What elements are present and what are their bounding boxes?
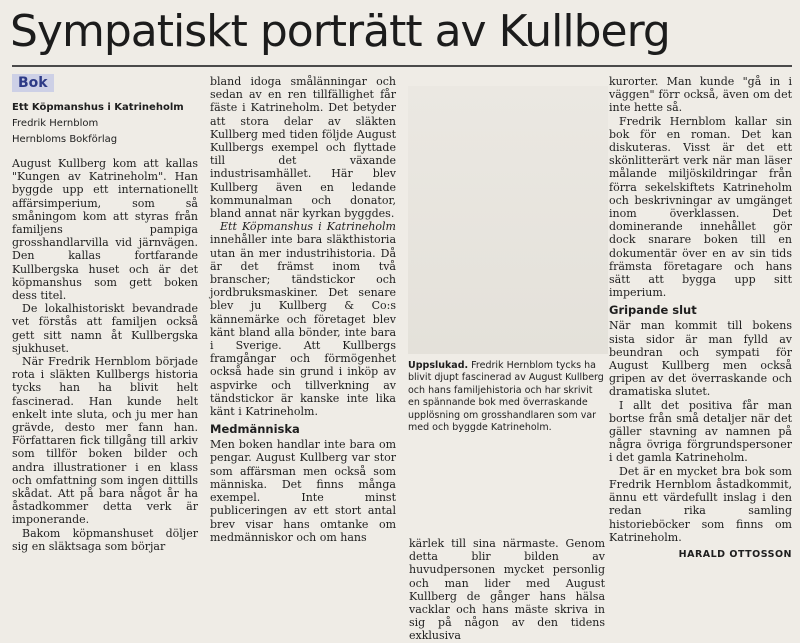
col1-paragraph: Bakom köpmanshuset döljer sig en släktsaga som börjar bbox=[12, 526, 198, 553]
subhead-gripande-slut: Gripande slut bbox=[609, 303, 697, 318]
photo-caption bbox=[408, 360, 606, 434]
col2-paragraph-text: innehåller inte bara släkthistoria utan än mer industrihistoria. Då är det främst inom två branscher; tändstickor och jordbruksmaskiner. Det senare blev ju Kullberg & Co:s kännemärke och företaget blev känt bland alla bönder, inte bara i Sverige. Att Kullbergs framgångar och förmögenhet också hade sin grund i inköp av aspvirke och tillverkning av tändstickor är kanske inte lika känt i Katrineholm. bbox=[210, 233, 396, 419]
byline: HARALD OTTOSSON bbox=[678, 548, 792, 560]
book-info bbox=[12, 100, 198, 148]
col4-paragraph: I allt det positiva får man bortse från små detaljer när det gäller stavning av namnen på några övriga förgrundspersoner i det gamla Katrineholm. bbox=[609, 398, 792, 465]
col4-paragraph: När man kommit till bokens sista sidor är man fylld av beundran och sympati för August Kullberg men också gripen av det överraskande och dramatiska slutet. bbox=[609, 319, 792, 399]
article-headline: Sympatiskt porträtt av Kullberg bbox=[10, 6, 670, 57]
col2-paragraph: bland idoga smålänningar och sedan av en ren tillfällighet får fäste i Katrineholm. Det betyder att stora delar av släkten Kullberg med tiden följde August Kullbergs exempel och flyttade till det växande industrisamhället. Här blev Kullberg även en ledande kommunalman och donator, bland annat när kyrkan byggdes. bbox=[210, 75, 396, 221]
subhead-medmanniska: Medmänniska bbox=[210, 422, 300, 437]
col1-paragraph: När Fredrik Hernblom började rota i släkten Kullbergs historia tycks han ha blivit helt fascinerad. Han kunde helt enkelt inte sluta, och ju mer han grävde, desto mer fann han. Författaren fick tillgång till arkiv som tillför boken bilder och andra illustrationer i en klass och omfattning som ingen dittills skådat. Att på bara något år ha åstadkommer detta verk är imponerande. bbox=[12, 355, 198, 527]
col2-paragraph bbox=[210, 220, 396, 418]
column-1 bbox=[12, 74, 198, 553]
col1-paragraph: August Kullberg kom att kallas "Kungen av Katrineholm". Han byggde upp ett internationellt affärsimperium, som så småningom kom att styras från familjens pampiga grosshandlarvilla vid järnvägen. Den kallas fortfarande Kullbergska huset och är det köpmanshus som gett boken dess titel. bbox=[12, 157, 198, 303]
column-4 bbox=[609, 75, 792, 561]
col4-paragraph: kurorter. Man kunde "gå in i väggen" förr också, även om det inte hette så. bbox=[609, 75, 792, 115]
headline-rule bbox=[12, 65, 792, 67]
column-2 bbox=[210, 75, 396, 544]
column-3 bbox=[409, 537, 605, 643]
book-publisher: Hernbloms Bokförlag bbox=[12, 134, 118, 145]
col4-paragraph: Det är en mycket bra bok som Fredrik Hernblom åstadkommit, ännu ett värdefullt inslag i den redan rika samling historieböcker som finns om Katrineholm. bbox=[609, 464, 792, 544]
section-tag: Bok bbox=[12, 74, 54, 92]
col1-paragraph: De lokalhistoriskt bevandrade vet förstås att familjen också gett sitt namn åt Kullbergska sjukhuset. bbox=[12, 302, 198, 355]
book-title-inline: Ett Köpmanshus i Katrineholm bbox=[220, 220, 396, 234]
book-author: Fredrik Hernblom bbox=[12, 118, 99, 129]
caption-lead: Uppslukad. bbox=[408, 360, 469, 371]
book-title: Ett Köpmanshus i Katrineholm bbox=[12, 102, 184, 113]
col2-paragraph: Men boken handlar inte bara om pengar. August Kullberg var stor som affärsman men också som människa. Det finns många exempel. Inte minst publiceringen av ett stort antal brev visar hans omtanke om medmänniskor och om hans bbox=[210, 438, 396, 544]
col3-paragraph: kärlek till sina närmaste. Genom detta blir bilden av huvudpersonen mycket personlig och man lider med August Kullberg de gånger hans hälsa vacklar och hans mäste skriva in sig på någon av den tidens exklusiva bbox=[409, 537, 605, 643]
col4-paragraph: Fredrik Hernblom kallar sin bok för en roman. Det kan diskuteras. Visst är det ett skönlitterärt verk när man läser målande miljöskildringar från förra sekelskiftets Katrineholm och beskrivningar av umgänget inom överklassen. Det dominerande innehållet gör dock snarare boken till en dokumentär över en av sin tids främsta företagare och hans sätt att bygga upp sitt imperium. bbox=[609, 114, 792, 300]
article-photo bbox=[408, 86, 608, 354]
caption-text: Fredrik Hernblom tycks ha blivit djupt fascinerad av August Kullberg och hans familjehistoria och har skrivit en spännande bok med överraskande upplösning om grosshandlaren som var med och byggde Katrineholm. bbox=[408, 360, 604, 434]
